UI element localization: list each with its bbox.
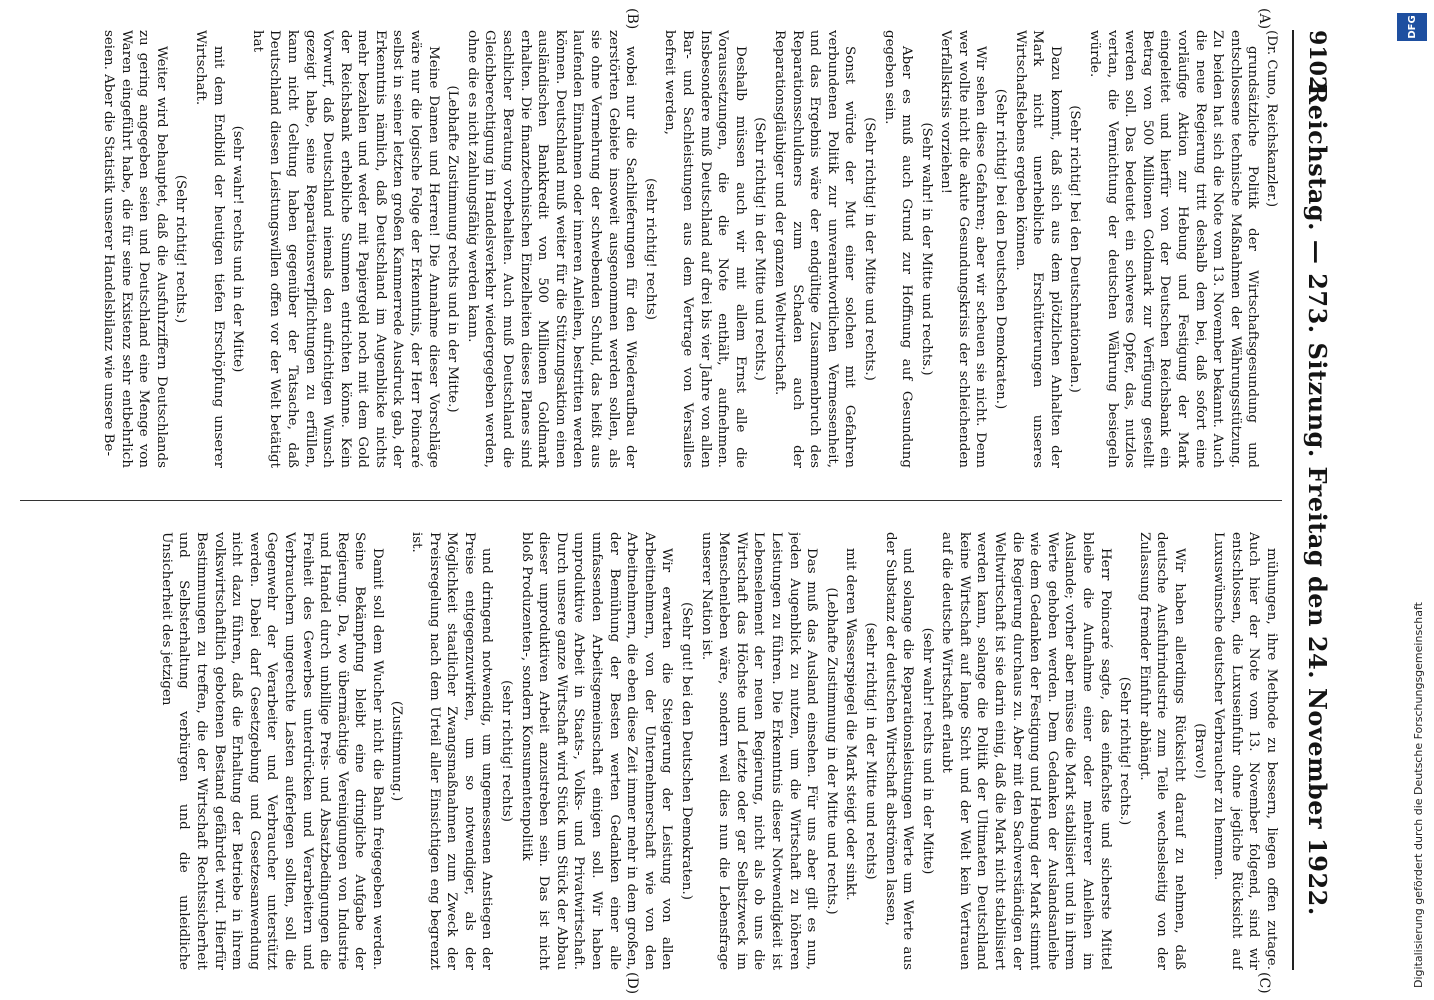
- interjection: (Sehr richtig! rechts.): [1117, 676, 1133, 826]
- right-text-column: [20, 532, 1280, 970]
- column-divider: [20, 500, 1282, 501]
- paragraph: grundsätzliche Politik der Wirtschaftsgesundung und entschlossene technische Maßnahmen der Währungsstützung. Zu beiden hat sich die Note vom 13. November bekannt. Auch die neue Regierung tritt deshalb dem bei, daß sofort eine vorläufige Aktion zur Hebung und Festigung der Mark eingeleitet und hierfür von der Deutschen Reichsbank ein Betrag von 500 Millionen Goldmark zur Verfügung gestellt werden soll. Das bedeutet ein schweres Opfer, das, nutzlos vertan, die Vernichtung der deutschen Währung besiegeln würde.: [1087, 30, 1261, 468]
- margin-marker-a: (A): [1256, 8, 1272, 30]
- paragraph: Weiter wird behauptet, daß die Ausfuhrziffern Deutschlands zu gering angegeben seien und Deutschland eine Menge von Waren eingeführt habe, die für seine Existenz sehr entbehrlich seien. Aber die Statistik unserer Handelsbilanz wie unsere Be-: [101, 30, 169, 468]
- paragraph: Wir erwarten die Steigerung der Leistung von allen Arbeitnehmern, von der Unternehmerschaft wie von den Arbeitnehmern, die eben diese Zeit immer mehr in dem großen, der Bemühung der Besten werten Gedanken einer alle umfassenden Arbeitsgemeinschaft einigen soll. Wir haben unproduktive Arbeit in Staats-, Volks- und Privatwirtschaft. Durch unsere ganze Wirtschaft wird Stück um Stück der Abbau dieser unproduktiven Arbeit anzustreben sein. Das ist nicht bloß Produzenten-, sondern Konsumentenpolitik: [518, 532, 675, 970]
- margin-marker-c: (C): [1256, 972, 1272, 994]
- interjection: (Sehr richtig! rechts.): [173, 174, 189, 324]
- interjection: (Sehr wahr! in der Mitte und rechts.): [918, 122, 934, 376]
- dfg-logo: DFG: [1397, 13, 1427, 41]
- margin-marker-d: (D): [624, 972, 640, 995]
- interjection: (Sehr richtig! bei den Deutschen Demokraten.): [993, 88, 1009, 410]
- interjection: (sehr wahr! rechts und in der Mitte): [919, 627, 935, 875]
- paragraph: mühungen, ihre Methode zu bessern, liegen offen zutage. Auch hier der Note vom 13. November folgend, sind wir entschlossen, die Luxuseinfuhr ohne jegliche Rücksicht auf Luxuswünsche deutscher Verbraucher zu hemmen.: [1211, 532, 1279, 970]
- paragraph: Herr Poincaré sagte, das einfachste und sicherste Mittel bleibe die Aufnahme einer oder mehrerer Anleihen im Auslande; vorher aber müsse die Mark stabilisiert und in ihrem Werte gehoben werden. Dem Gedanken der Auslandsanleihe wie dem Gedanken der Festigung und Hebung der Mark stimmt die Regierung durchaus zu. Aber mit den Sachverständigen der Weltwirtschaft ist sie darin einig, daß die Mark nicht stabilisiert werden kann, solange die Politik der Ultimaten Deutschland keine Wirtschaft auf lange Sicht und der Welt kein Vertrauen auf die deutsche Wirtschaft erlaubt: [939, 532, 1113, 970]
- interjection: (Zustimmung.): [389, 700, 405, 802]
- interjection: (Sehr richtig! in der Mitte und rechts.): [752, 117, 768, 381]
- digitization-credit: [1390, 8, 1434, 993]
- paragraph: mit dem Endbild der heutigen tiefen Erschöpfung unserer Wirtschaft.: [192, 30, 226, 468]
- paragraph: Wir haben allerdings Rücksicht darauf zu nehmen, daß deutsche Ausfuhrindustrie zum Teile wechselseitig von der Zulassung fremder Einfuhr abhängt.: [1136, 532, 1188, 970]
- interjection: (sehr richtig! rechts): [499, 680, 515, 822]
- paragraph: mit deren Wasserspiegel die Mark steigt oder sinkt.: [843, 548, 859, 901]
- interjection: (Lebhafte Zustimmung rechts und in der Mitte.): [445, 85, 461, 413]
- left-text-column: [20, 30, 1280, 468]
- paragraph: Aber es muß auch Grund zur Hoffnung auf Gesundung gegeben sein.: [881, 30, 915, 468]
- paragraph: Damit soll dem Wucher nicht die Bahn freigegeben werden. Seine Bekämpfung bleibt eine dringliche Aufgabe der Regierung. Da, wo übermächtige Vereinigungen von Industrie und Handel durch unbillige Preis- und Absatzbedingungen die Freiheit des Gewerbes unterdrücken und Verarbeitern und Verbrauchern ungerechte Lasten auferlegen sollten, soll die Gegenwehr der Verarbeiter und Verbraucher unterstützt werden. Dabei darf Gesetzgebung und Gesetzesanwendung nicht dazu führen, daß die Erhaltung der Betriebe in ihrem volkswirtschaftlich gebotenen Bestand gefährdet wird. Hierfür Bestimmungen zu treffen, die der Wirtschaft Rechtssicherheit und Selbsterhaltung verbürgen und die unleidliche Unsicherheit des jetzigen: [158, 532, 385, 970]
- running-title: Reichstag. — 273. Sitzung. Freitag den 24. November 1922.: [1303, 84, 1332, 916]
- speaker-attribution: (Dr. Cuno, Reichskanzler.): [1264, 30, 1279, 208]
- margin-marker-b: (B): [624, 8, 640, 30]
- interjection: (sehr richtig! rechts): [642, 178, 658, 320]
- interjection: (Lebhafte Zustimmung in der Mitte und rechts.): [823, 587, 839, 915]
- paragraph: Deshalb müssen auch wir mit allem Ernst alle die Voraussetzungen, die die Note enthält, aufnehmen. Insbesondere muß Deutschland auf drei bis vier Jahre von allen Bar- und Sachleistungen aus dem Vertrage von Versailles befreit werden,: [662, 30, 748, 468]
- paragraph: und solange die Reparationsleistungen Werte um Werte aus der Substanz der deutschen Wirtschaft abströmen lassen,: [882, 532, 916, 970]
- interjection: (Bravo!): [1191, 723, 1207, 779]
- paragraph: Wir sehen diese Gefahren; aber wir scheuen sie nicht. Denn wer wollte nicht die akute Gesundungskrisis der schleichenden Verfallskrisis vorziehen!: [938, 30, 989, 468]
- interjection: (sehr richtig! in der Mitte und rechts): [862, 622, 878, 880]
- paragraph: Sonst würde der Mut einer solchen mit Gefahren verbundenen Politik zur unverantwortlichen Vermessenheit, und das Ergebnis wäre der endgültige Zusammenbruch des Reparationsschuldners zum Schaden auch der Reparationsgläubiger und der ganzen Weltwirtschaft.: [771, 30, 858, 468]
- page-header: [1292, 30, 1338, 970]
- interjection: (Sehr gut! bei den Deutschen Demokraten.): [679, 601, 694, 901]
- interjection: (sehr wahr! rechts und in der Mitte): [230, 125, 246, 373]
- interjection: (Sehr richtig! in der Mitte und rechts.): [861, 117, 877, 381]
- page-number: 9102: [1304, 30, 1330, 92]
- paragraph: wobei nur die Sachlieferungen für den Wiederaufbau der zerstörten Gebiete insoweit ausgenommen werden sollen, als sie ohne Vermehrung der schwebenden Schuld, das heißt aus laufenden Einnahmen oder inneren Anleihen, bestritten werden können. Deutschland muß weiter für die Stützungsaktion einen ausländischen Bankkredit von 500 Millionen Goldmark erhalten. Die finanztechnischen Einzelheiten dieses Planes sind sachlicher Beratung vorbehalten. Auch muß Deutschland die Gleichberechtigung im Handelsverkehr wiedergegeben werden, ohne die es nicht zahlungsfähig werden kann.: [464, 30, 639, 468]
- paragraph: Das muß das Ausland einsehen. Für uns aber gilt es nun, jeden Augenblick zu nutzen, um die Wirtschaft zu höheren Leistungen zu führen. Die Erkenntnis dieser Notwendigkeit ist Lebenselement der neuen Regierung, nicht als ob uns die Wirtschaft das Höchste und Letzte oder gar Selbstzweck im Menschenleben wäre, sondern weil dies nun die Lebensfrage unserer Nation ist.: [698, 532, 820, 970]
- interjection: (Sehr richtig! bei den Deutschnationalen.): [1067, 105, 1083, 393]
- paragraph: Meine Damen und Herren! Die Annahme dieser Vorschläge wäre nur die logische Folge der Erkenntnis, der Herr Poincaré selbst in seiner letzten großen Kammerrede Ausdruck gab, der Erkenntnis nämlich, daß Deutschland im Augenblicke nichts mehr bezahlen und weder mit Papiergeld noch mit dem Gold der Reichsbank erhebliche Summen entrichten könne. Kein Vorwurf, daß Deutschland niemals den aufrichtigen Wunsch gezeigt habe, seine Reparationsverpflichtungen zu erfüllen, kann nicht Geltung haben gegenüber der Tatsache, daß Deutschland diesen Leistungswillen offen vor der Welt betätigt hat: [249, 30, 441, 468]
- paragraph: und dringend notwendig, um ungemessenen Anstiegen der Preise entgegenzuwirken, um so notwendiger, als der Möglichkeit staatlicher Zwangsmaßnahmen zum Zweck der Preisregelung nach dem Urteil aller Einsichtigen eng begrenzt ist.: [409, 532, 495, 970]
- paragraph: Dazu kommt, daß sich aus dem plötzlichen Anhalten der Mark nicht unerhebliche Erschütterungen unseres Wirtschaftslebens ergeben können.: [1012, 30, 1063, 468]
- credit-text: Digitalisierung gefördert durch die Deutsche Forschungsgemeinschaft: [1412, 602, 1425, 988]
